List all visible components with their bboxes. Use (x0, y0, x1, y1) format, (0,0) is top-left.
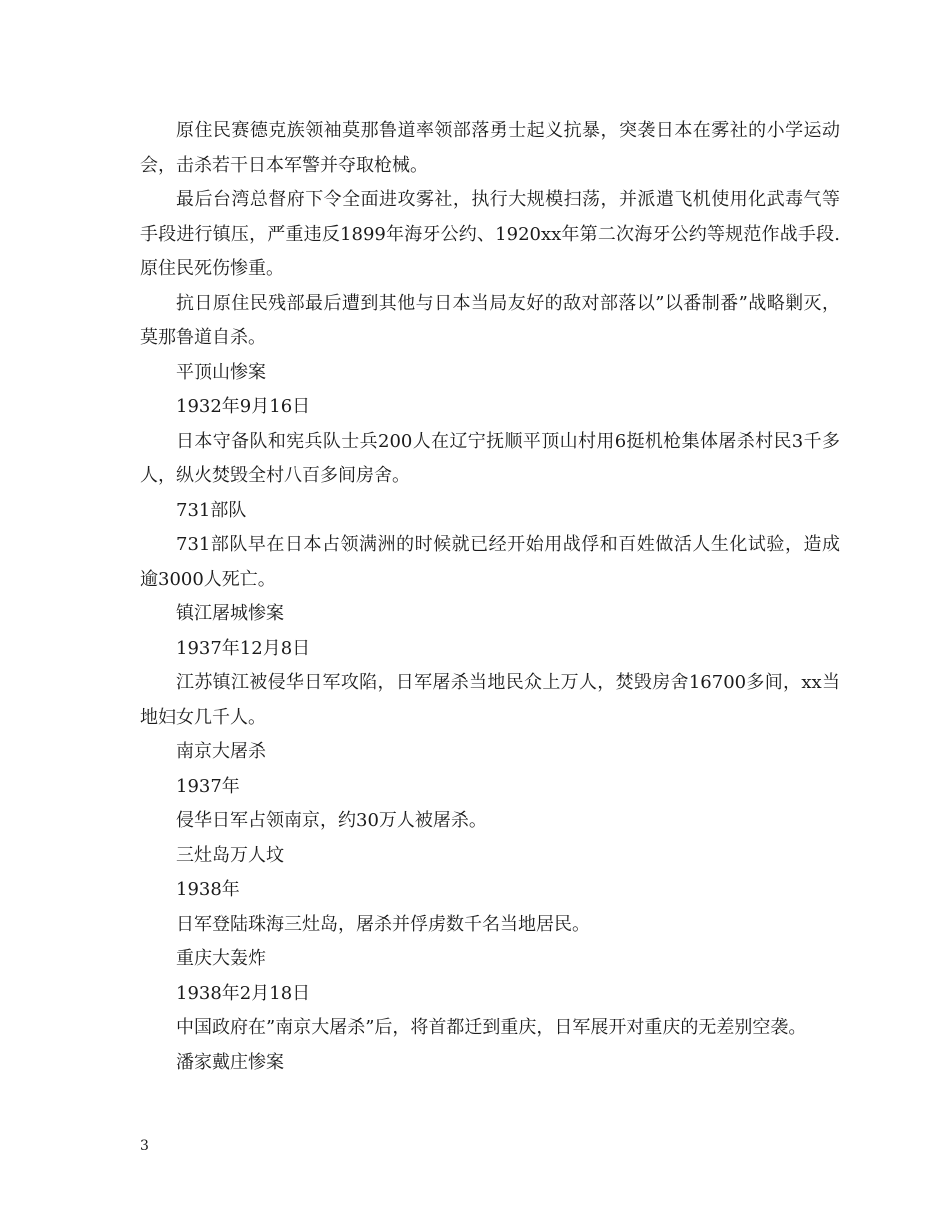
event-date: 1937年 (176, 775, 240, 797)
paragraph: 原住民赛德克族领袖莫那鲁道率领部落勇士起义抗暴，突袭日本在雾社的小学运动会，击杀若干日本军警并夺取枪械。 (140, 120, 840, 176)
document-body (140, 114, 840, 1080)
paragraph: 中国政府在”南京大屠杀”后，将首都迁到重庆，日军展开对重庆的无差别空袭。 (176, 1017, 807, 1038)
paragraph: 731部队早在日本占领满洲的时候就已经开始用战俘和百姓做活人生化试验，造成逾3000人死亡。 (140, 534, 840, 590)
page-number: 3 (140, 1138, 149, 1154)
event-date: 1938年2月18日 (176, 982, 311, 1004)
paragraph: 江苏镇江被侵华日军攻陷，日军屠杀当地民众上万人，焚毁房舍16700多间，xx当地妇女几千人。 (140, 672, 840, 728)
section-heading: 南京大屠杀 (176, 741, 266, 762)
section-heading: 731部队 (176, 499, 247, 521)
event-date: 1932年9月16日 (176, 396, 311, 417)
section-heading: 潘家戴庄惨案 (176, 1051, 284, 1073)
section-heading: 镇江屠城惨案 (176, 603, 284, 624)
paragraph: 侵华日军占领南京，约30万人被屠杀。 (176, 810, 487, 831)
section-heading: 重庆大轰炸 (176, 948, 266, 969)
paragraph: 最后台湾总督府下令全面进攻雾社，执行大规模扫荡，并派遣飞机使用化武毒气等手段进行镇压，严重违反1899年海牙公约、1920xx年第二次海牙公约等规范作战手段.原住民死伤惨重。 (140, 189, 840, 279)
event-date: 1938年 (176, 879, 240, 900)
paragraph: 抗日原住民残部最后遭到其他与日本当局友好的敌对部落以”以番制番”战略剿灭，莫那鲁道自杀。 (140, 292, 840, 348)
section-heading: 平顶山惨案 (176, 361, 266, 383)
paragraph: 日本守备队和宪兵队士兵200人在辽宁抚顺平顶山村用6挺机枪集体屠杀村民3千多人，纵火焚毁全村八百多间房舍。 (140, 430, 840, 486)
event-date: 1937年12月8日 (176, 637, 311, 659)
paragraph: 日军登陆珠海三灶岛，屠杀并俘虏数千名当地居民。 (176, 913, 590, 935)
section-heading: 三灶岛万人坟 (176, 844, 284, 866)
